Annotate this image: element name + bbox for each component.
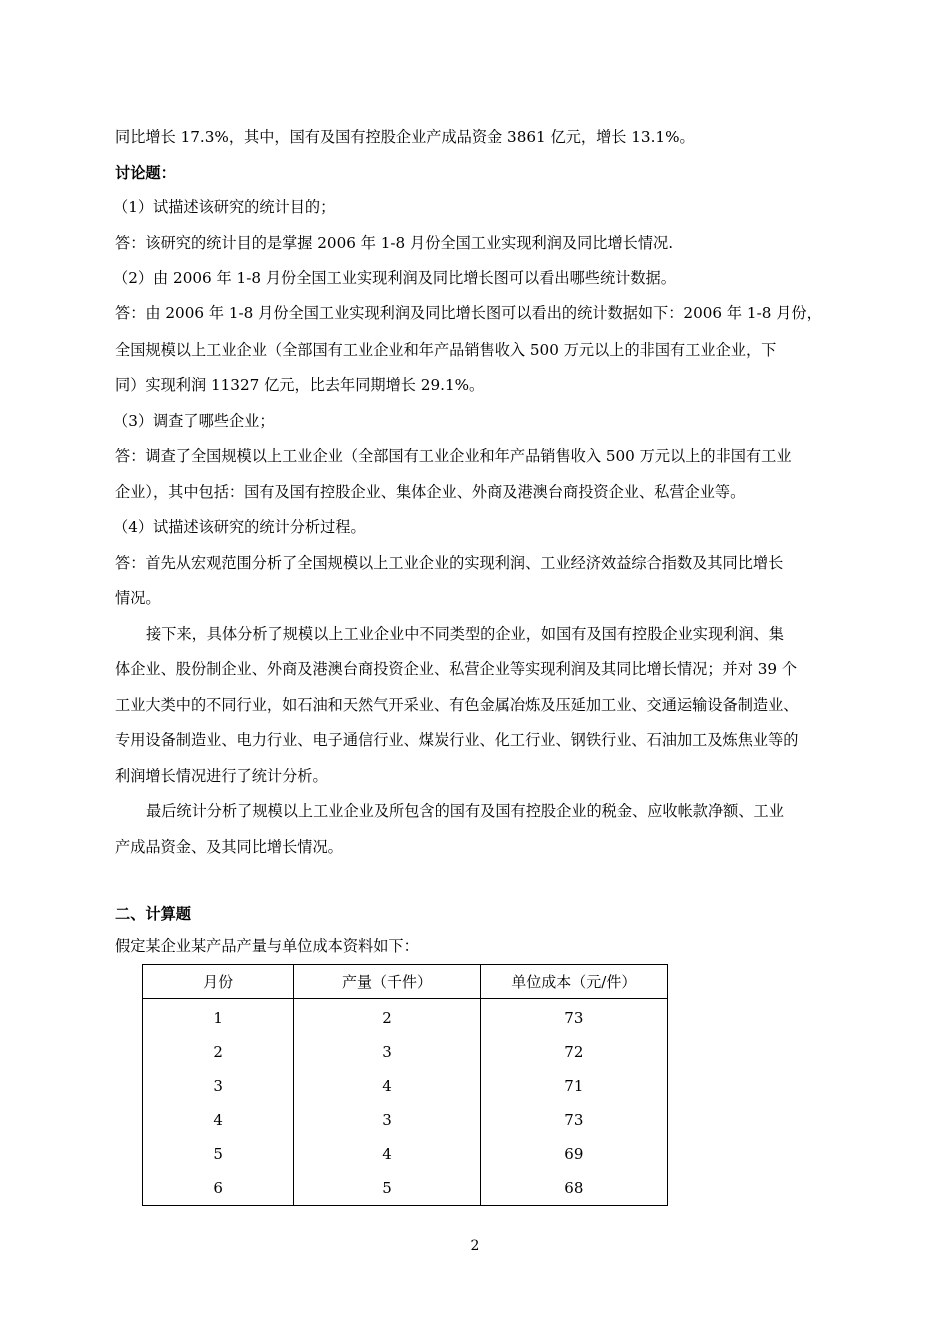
question-4: （4）试描述该研究的统计分析过程。 [113,518,366,536]
table-cell: 2 [294,999,480,1036]
table-cell: 1 [143,999,294,1036]
table-cell: 71 [480,1069,667,1103]
paragraph-line: 工业大类中的不同行业，如石油和天然气开采业、有色金属冶炼及压延加工业、交通运输设备制造业、 [115,696,799,714]
table-cell: 3 [294,1103,480,1137]
section-heading-discussion: 讨论题： [115,164,176,182]
table-cell: 4 [294,1137,480,1171]
data-table [142,964,668,1206]
table-row [143,1069,668,1103]
paragraph-line: 同比增长 17.3%，其中，国有及国有控股企业产成品资金 3861 亿元，增长 13.1%。 [115,128,695,146]
table-row [143,1035,668,1069]
answer-2-line-1: 答：由 2006 年 1-8 月份全国工业实现利润及同比增长图可以看出的统计数据如下：2006 年 1-8 月份， [115,304,822,322]
table-cell: 69 [480,1137,667,1171]
table-header-month: 月份 [143,965,294,999]
paragraph-line: 专用设备制造业、电力行业、电子通信行业、煤炭行业、化工行业、钢铁行业、石油加工及炼焦业等的 [115,731,799,749]
table-cell: 4 [143,1103,294,1137]
table-cell: 5 [294,1171,480,1206]
table-cell: 5 [143,1137,294,1171]
table-cell: 6 [143,1171,294,1206]
table-row [143,1103,668,1137]
paragraph-line: 体企业、股份制企业、外商及港澳台商投资企业、私营企业等实现利润及其同比增长情况；并对 39 个 [115,660,798,678]
table-row [143,1171,668,1206]
answer-2-line-3: 同）实现利润 11327 亿元，比去年同期增长 29.1%。 [115,376,485,394]
answer-3-line-2: 企业），其中包括：国有及国有控股企业、集体企业、外商及港澳台商投资企业、私营企业等。 [115,483,746,501]
table-header-unit-cost: 单位成本（元/件） [480,965,667,999]
table-cell: 73 [480,1103,667,1137]
question-1: （1）试描述该研究的统计目的； [113,198,336,216]
paragraph-line: 接下来，具体分析了规模以上工业企业中不同类型的企业，如国有及国有控股企业实现利润、集 [146,625,784,643]
paragraph-line: 最后统计分析了规模以上工业企业及所包含的国有及国有控股企业的税金、应收帐款净额、工业 [146,802,784,820]
paragraph-line: 产成品资金、及其同比增长情况。 [115,838,343,856]
table-cell: 4 [294,1069,480,1103]
answer-3-line-1: 答：调查了全国规模以上工业企业（全部国有工业企业和年产品销售收入 500 万元以上的非国有工业 [115,447,792,465]
section-heading-calculation: 二、计算题 [115,905,191,923]
question-2: （2）由 2006 年 1-8 月份全国工业实现利润及同比增长图可以看出哪些统计数据。 [113,269,676,287]
table-cell: 3 [143,1069,294,1103]
answer-2-line-2: 全国规模以上工业企业（全部国有工业企业和年产品销售收入 500 万元以上的非国有工业企业，下 [115,341,777,359]
table-cell: 73 [480,999,667,1036]
page-number: 2 [470,1238,480,1254]
table-cell: 68 [480,1171,667,1206]
table-cell: 2 [143,1035,294,1069]
table-row [143,999,668,1036]
table-header-row [143,965,668,999]
table-row [143,1137,668,1171]
question-3: （3）调查了哪些企业； [113,412,275,430]
table-cell: 3 [294,1035,480,1069]
answer-4-line-1: 答：首先从宏观范围分析了全国规模以上工业企业的实现利润、工业经济效益综合指数及其同比增长 [115,554,784,572]
answer-1: 答：该研究的统计目的是掌握 2006 年 1-8 月份全国工业实现利润及同比增长情况. [115,234,674,252]
table-header-output: 产量（千件） [294,965,480,999]
table-intro: 假定某企业某产品产量与单位成本资料如下： [115,937,419,955]
paragraph-line: 利润增长情况进行了统计分析。 [115,767,328,785]
table-cell: 72 [480,1035,667,1069]
answer-4-line-2: 情况。 [115,589,161,607]
